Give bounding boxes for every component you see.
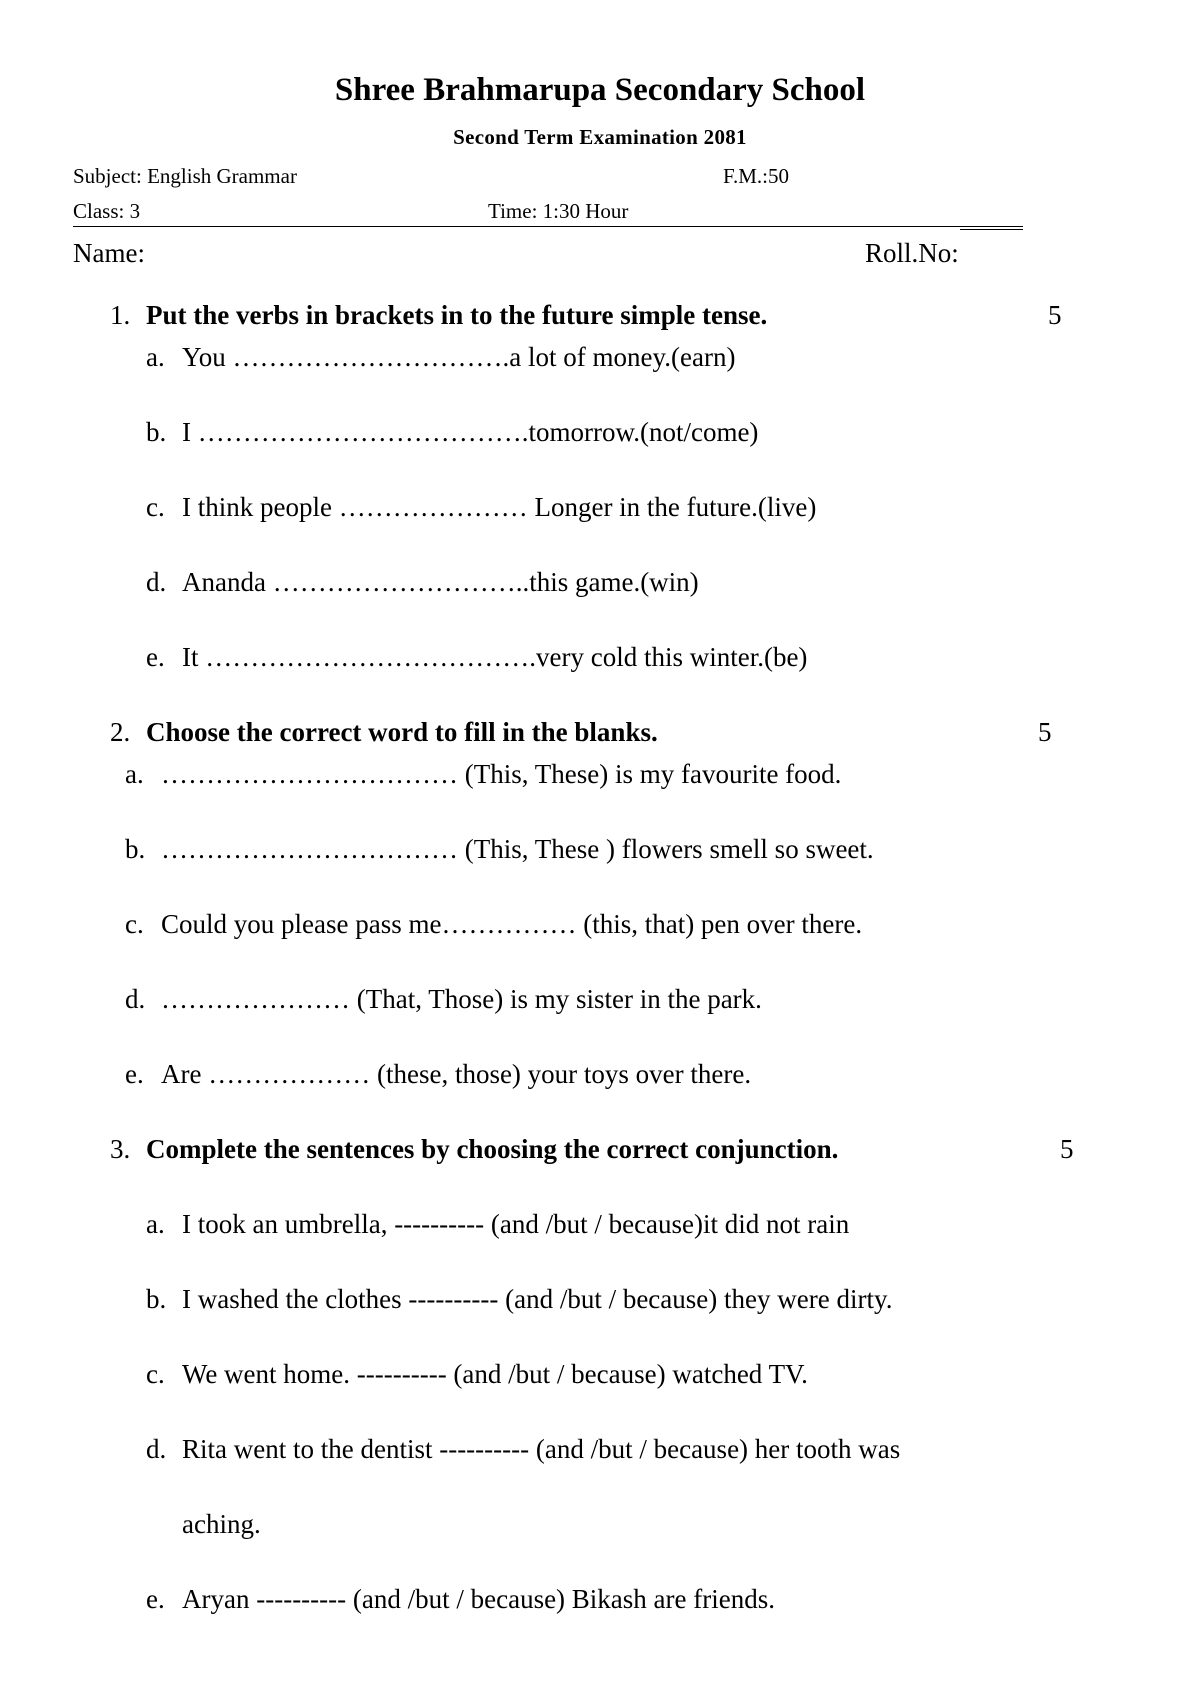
- question-1-item-a: [146, 342, 1046, 376]
- question-3-heading: [110, 1134, 1010, 1168]
- question-2-item-a: [125, 759, 1085, 793]
- question-2-item-c: [125, 909, 1085, 943]
- item-label: b.: [146, 1284, 167, 1314]
- item-text: Aryan ---------- (and /but / because) Bikash are friends.: [182, 1584, 775, 1614]
- question-1-heading: [110, 300, 960, 334]
- item-text: I ……………………………….tomorrow.(not/come): [182, 417, 759, 447]
- item-label: d.: [146, 567, 167, 597]
- item-text: Could you please pass me…………… (this, that) pen over there.: [161, 909, 863, 939]
- question-3-item-d: [146, 1434, 1086, 1468]
- question-2-item-b: [125, 834, 1085, 868]
- item-text: It ……………………………….very cold this winter.(be): [182, 642, 808, 672]
- question-1-marks: 5: [1048, 300, 1062, 330]
- question-2-item-e: [125, 1059, 1085, 1093]
- item-text: Rita went to the dentist ---------- (and /but / because) her tooth was: [182, 1434, 901, 1464]
- class-label: Class: 3: [73, 199, 141, 223]
- question-1-item-c: [146, 492, 1046, 526]
- header-divider: [73, 226, 1023, 227]
- item-label: b.: [146, 417, 167, 447]
- question-1-item-d: [146, 567, 1046, 601]
- question-number: 2.: [110, 717, 131, 747]
- question-number: 1.: [110, 300, 131, 330]
- item-text: aching.: [182, 1509, 261, 1539]
- question-2-item-d: [125, 984, 1085, 1018]
- question-title: Complete the sentences by choosing the correct conjunction.: [146, 1134, 839, 1164]
- item-label: e.: [146, 642, 165, 672]
- school-name: Shree Brahmarupa Secondary School: [334, 72, 866, 108]
- question-3-item-d-continued: [146, 1509, 1086, 1543]
- question-3-item-a: [146, 1209, 1086, 1243]
- exam-title: Second Term Examination 2081: [453, 125, 747, 149]
- question-3-item-e: [146, 1584, 1086, 1618]
- question-2-heading: [110, 717, 960, 751]
- roll-number-label: Roll.No:: [865, 238, 959, 268]
- question-1-item-b: [146, 417, 1046, 451]
- question-1-item-e: [146, 642, 1046, 676]
- question-3-marks: 5: [1060, 1134, 1074, 1164]
- name-field-label: Name:: [73, 238, 145, 268]
- question-title: Put the verbs in brackets in to the future simple tense.: [146, 300, 768, 330]
- question-number: 3.: [110, 1134, 131, 1164]
- subject-label: Subject: English Grammar: [73, 164, 297, 188]
- question-3-item-c: [146, 1359, 1086, 1393]
- item-label: a.: [146, 1209, 165, 1239]
- item-text: I think people ………………… Longer in the future.(live): [182, 492, 817, 522]
- item-label: b.: [125, 834, 146, 864]
- item-text: Ananda ………………………..this game.(win): [182, 567, 699, 597]
- header-divider-tail: [960, 229, 1023, 230]
- item-label: e.: [125, 1059, 144, 1089]
- item-label: c.: [125, 909, 144, 939]
- item-label: a.: [125, 759, 144, 789]
- time-label: Time: 1:30 Hour: [488, 199, 629, 223]
- item-label: c.: [146, 492, 165, 522]
- full-marks-label: F.M.:50: [723, 164, 790, 188]
- item-text: We went home. ---------- (and /but / because) watched TV.: [182, 1359, 808, 1389]
- item-text: …………………………… (This, These) is my favourite food.: [161, 759, 842, 789]
- item-text: ………………… (That, Those) is my sister in the park.: [161, 984, 762, 1014]
- question-3-item-b: [146, 1284, 1086, 1318]
- item-text: I washed the clothes ---------- (and /but / because) they were dirty.: [182, 1284, 893, 1314]
- question-2-marks: 5: [1038, 717, 1052, 747]
- item-label: d.: [125, 984, 146, 1014]
- item-label: d.: [146, 1434, 167, 1464]
- item-text: Are ……………… (these, those) your toys over there.: [161, 1059, 752, 1089]
- item-label: e.: [146, 1584, 165, 1614]
- item-text: You ………………………….a lot of money.(earn): [182, 342, 736, 372]
- item-label: a.: [146, 342, 165, 372]
- item-text: I took an umbrella, ---------- (and /but / because)it did not rain: [182, 1209, 850, 1239]
- item-text: …………………………… (This, These ) flowers smell so sweet.: [161, 834, 874, 864]
- item-label: c.: [146, 1359, 165, 1389]
- question-title: Choose the correct word to fill in the blanks.: [146, 717, 658, 747]
